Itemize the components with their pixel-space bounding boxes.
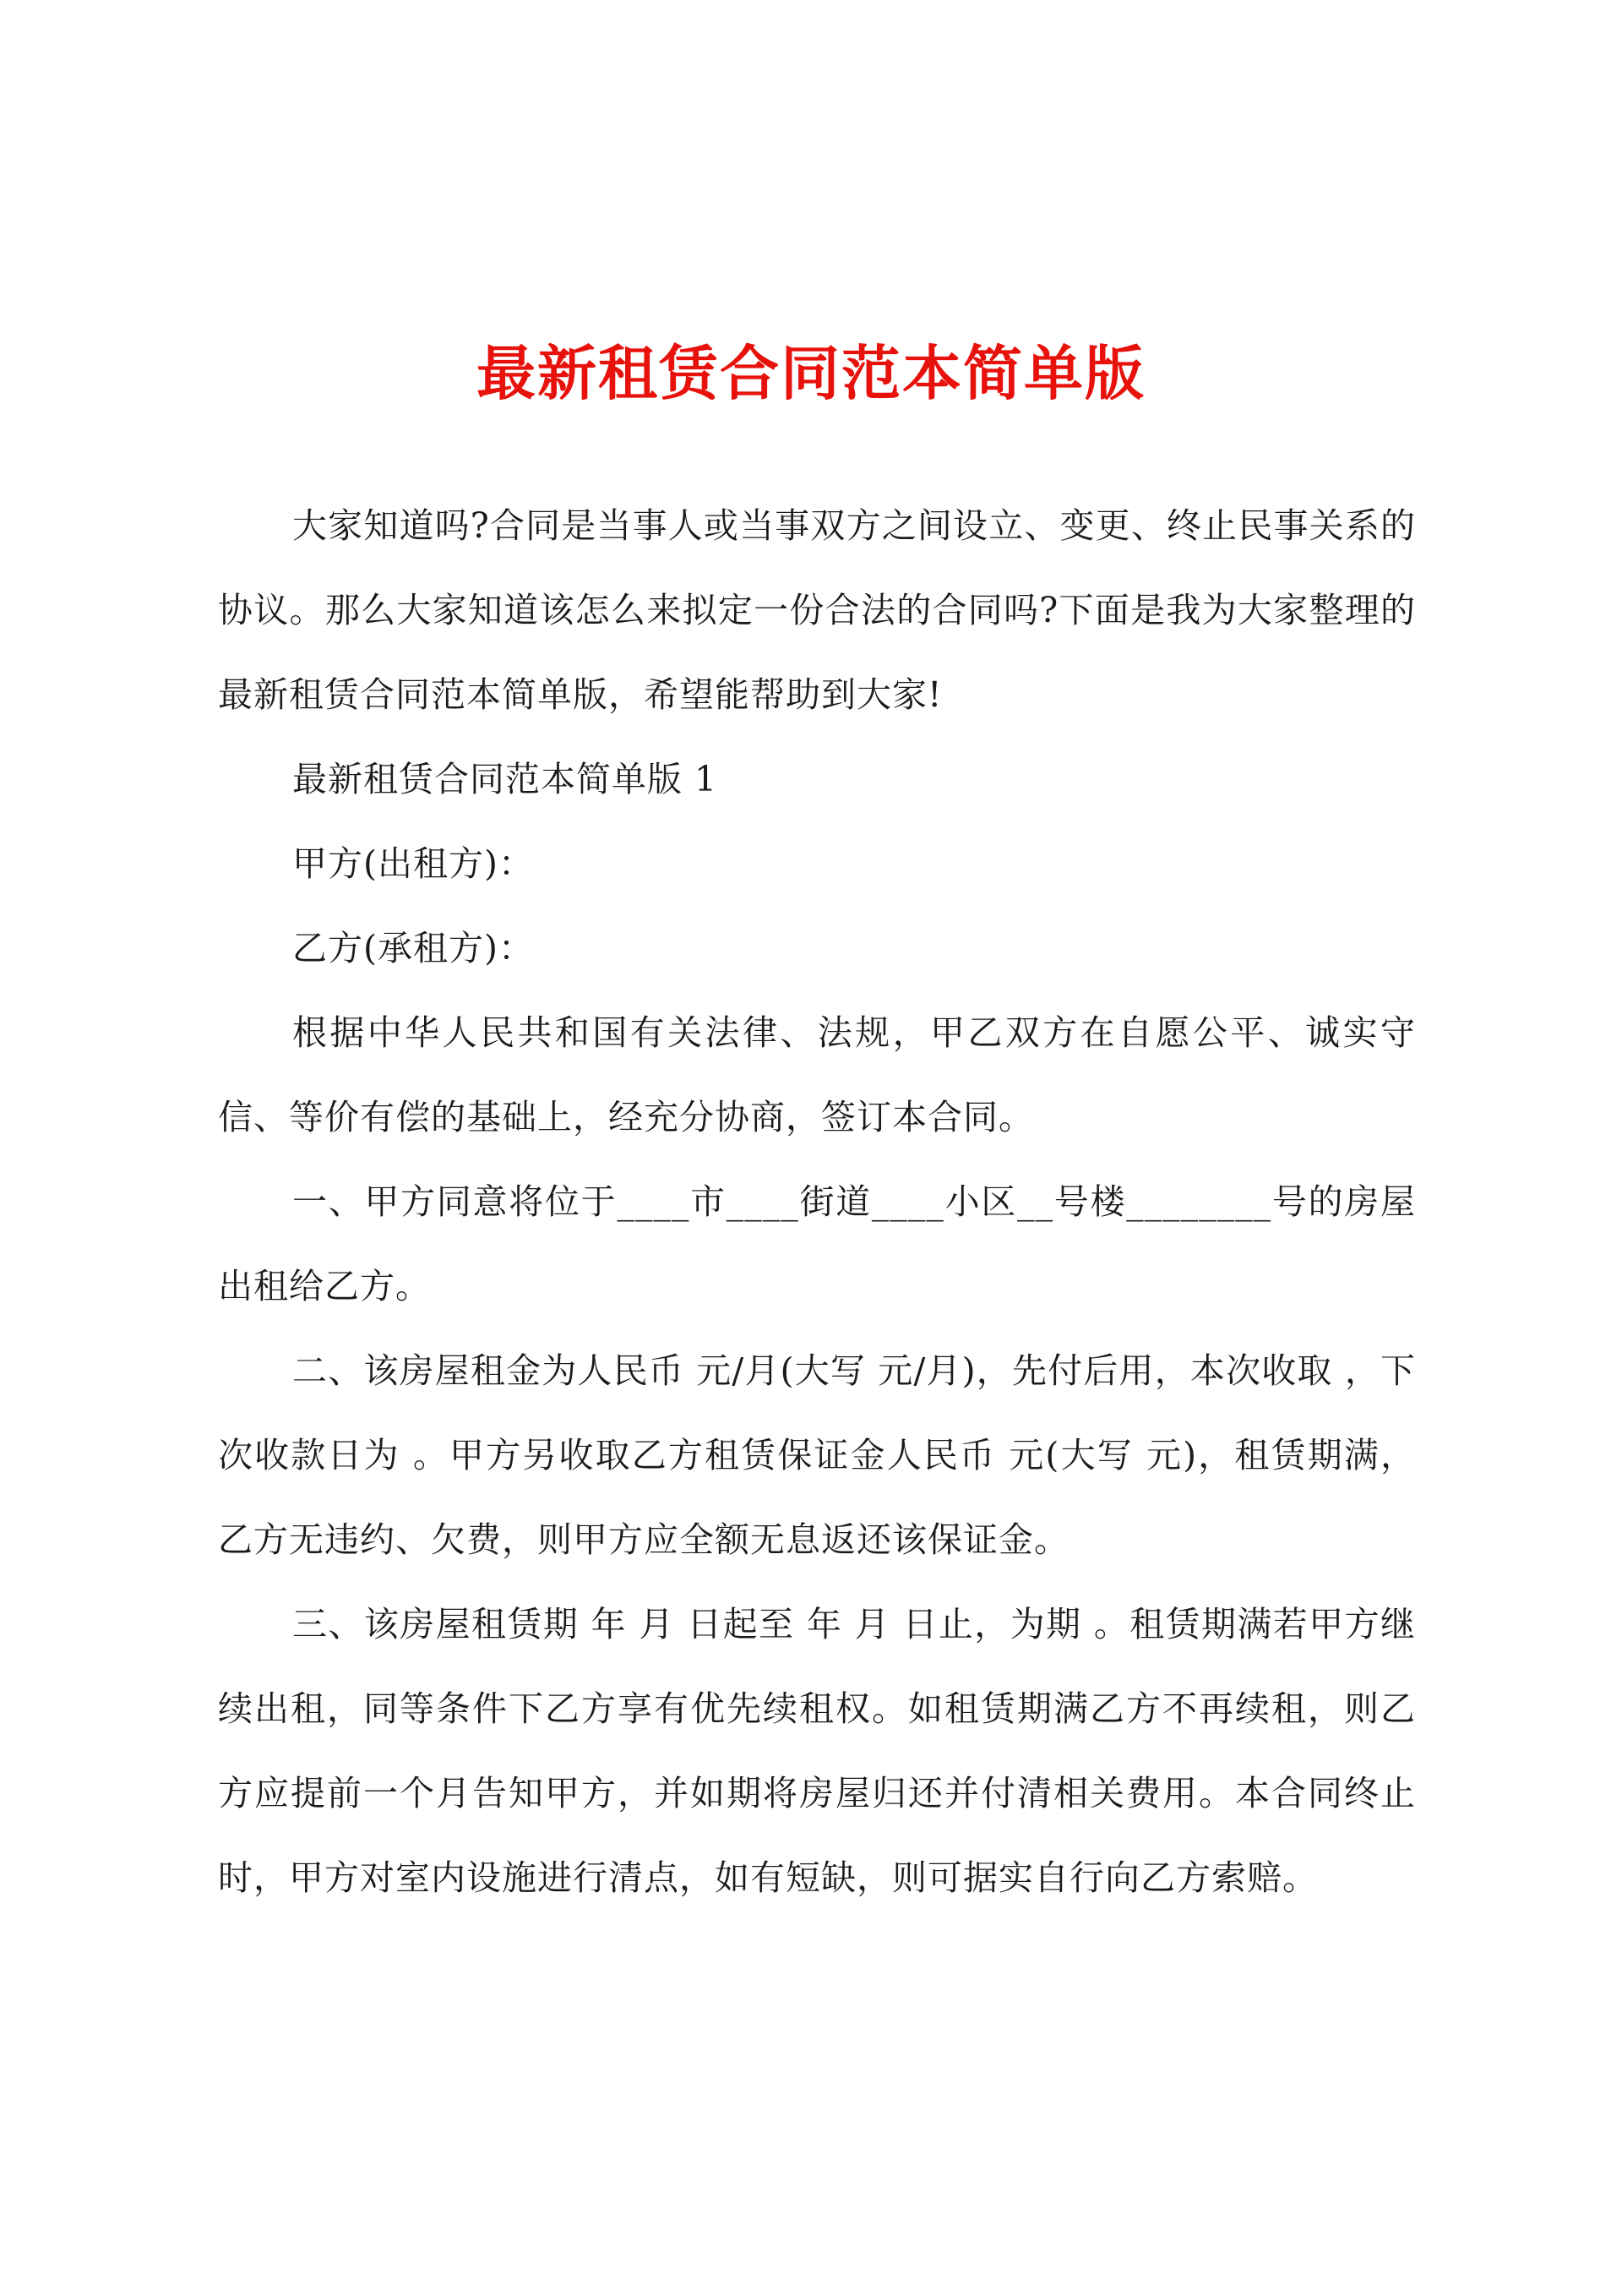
document-body	[218, 483, 1416, 1920]
clause-1-paragraph: 一、甲方同意将位于____市____街道____小区__号楼________号的房屋出租给乙方。	[218, 1181, 1416, 1306]
clause-3-paragraph: 三、该房屋租赁期 年 月 日起至 年 月 日止，为期 。租赁期满若甲方继续出租，同等条件下乙方享有优先续租权。如租赁期满乙方不再续租，则乙方应提前一个月告知甲方，并如期将房屋归还并付清相关费用。本合同终止时，甲方对室内设施进行清点，如有短缺，则可据实自行向乙方索赔。	[218, 1604, 1416, 1898]
preamble-paragraph: 根据中华人民共和国有关法律、法规，甲乙双方在自愿公平、诚实守信、等价有偿的基础上，经充分协商，签订本合同。	[218, 1012, 1416, 1137]
intro-paragraph: 大家知道吗?合同是当事人或当事双方之间设立、变更、终止民事关系的协议。那么大家知道该怎么来拟定一份合法的合同吗?下面是我为大家整理的最新租赁合同范本简单版，希望能帮助到大家!	[218, 505, 1416, 715]
clause-2-paragraph: 二、该房屋租金为人民币 元/月(大写 元/月)，先付后用，本次收取 ，下次收款日为 。甲方另收取乙方租赁保证金人民币 元(大写 元)，租赁期满，乙方无违约、欠费，则甲方应全额无息返还该保证金。	[218, 1350, 1416, 1560]
contract-subtitle: 最新租赁合同范本简单版 1	[292, 759, 718, 799]
party-b-line: 乙方(承租方)：	[292, 928, 534, 968]
document-title: 最新租赁合同范本简单版	[476, 338, 1146, 408]
party-a-line: 甲方(出租方)：	[292, 843, 534, 884]
